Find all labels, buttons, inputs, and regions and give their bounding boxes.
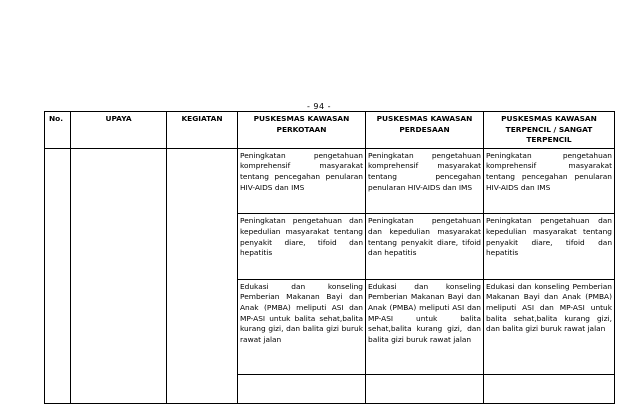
header-no: No. (45, 112, 71, 149)
cell-perkotaan: Peningkatan pengetahuan dan kepedulian masyarakat tentang penyakit diare, tifoid dan hepatitis (238, 214, 366, 280)
page-number: - 94 - (306, 102, 332, 111)
cell-perkotaan: Peningkatan pengetahuan komprehensif masyarakat tentang pencegahan penularan HIV-AIDS dan IMS (238, 148, 366, 214)
header-row (45, 112, 615, 149)
cell-terpencil: Peningkatan pengetahuan komprehensif masyarakat tentang pencegahan penularan HIV-AIDS dan IMS (484, 148, 615, 214)
cell-blank (238, 374, 366, 403)
header-perdesaan: PUSKESMAS KAWASAN PERDESAAN (366, 112, 484, 149)
header-terpencil: PUSKESMAS KAWASAN TERPENCIL / SANGAT TERPENCIL (484, 112, 615, 149)
table-row (45, 148, 615, 214)
cell-perdesaan: Edukasi dan konseling Pemberian Makanan Bayi dan Anak (PMBA) meliputi ASI dan MP-ASI untuk balita sehat,balita kurang gizi, dan balita gizi buruk rawat jalan (366, 279, 484, 374)
cell-no (45, 148, 71, 403)
header-kegiatan: KEGIATAN (167, 112, 238, 149)
header-upaya: UPAYA (71, 112, 167, 149)
program-table (44, 111, 615, 404)
cell-perdesaan: Peningkatan pengetahuan dan kepedulian masyarakat tentang penyakit diare, tifoid dan hepatitis (366, 214, 484, 280)
cell-perdesaan: Peningkatan pengetahuan komprehensif masyarakat tentang pencegahan penularan HIV-AIDS dan IMS (366, 148, 484, 214)
cell-blank (366, 374, 484, 403)
cell-blank (484, 374, 615, 403)
cell-upaya (71, 148, 167, 403)
cell-perkotaan: Edukasi dan konseling Pemberian Makanan Bayi dan Anak (PMBA) meliputi ASI dan MP-ASI untuk balita sehat,balita kurang gizi, dan balita gizi buruk rawat jalan (238, 279, 366, 374)
header-perkotaan: PUSKESMAS KAWASAN PERKOTAAN (238, 112, 366, 149)
cell-terpencil: Edukasi dan konseling Pemberian Makanan Bayi dan Anak (PMBA) meliputi ASI dan MP-ASI untuk balita sehat,balita kurang gizi, dan balita gizi buruk rawat jalan (484, 279, 615, 374)
cell-kegiatan (167, 148, 238, 403)
cell-terpencil: Peningkatan pengetahuan dan kepedulian masyarakat tentang penyakit diare, tifoid dan hepatitis (484, 214, 615, 280)
